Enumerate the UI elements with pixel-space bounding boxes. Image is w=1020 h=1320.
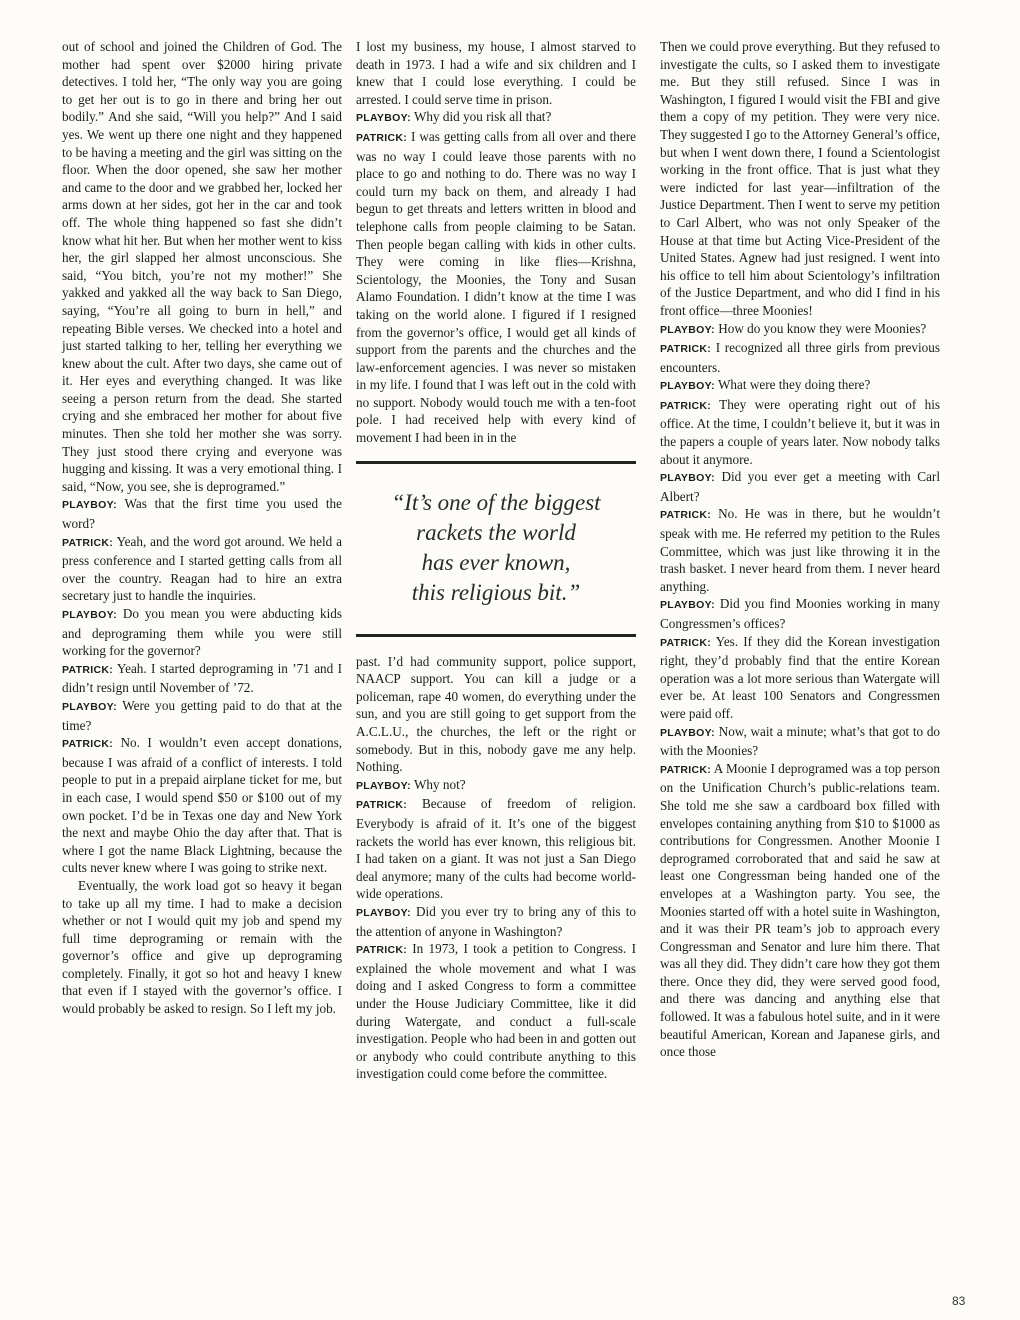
interview-paragraph [62, 533, 342, 605]
paragraph-text: Were you getting paid to do that at the time? [62, 697, 343, 733]
body-paragraph [660, 38, 940, 320]
speaker-label: PLAYBOY: [356, 112, 411, 125]
paragraph-text: I lost my business, my house, I almost starved to death in 1973. I had a wife and six children and I knew that I could lose everything. I could be arrested. I could serve time in prison. [356, 39, 636, 107]
interview-paragraph [356, 128, 636, 447]
interview-paragraph [660, 505, 940, 595]
interview-paragraph [660, 595, 940, 632]
pull-quote [356, 461, 636, 637]
paragraph-text: Do you mean you were abducting kids and deprograming them while you were still working for the governor? [62, 606, 342, 659]
interview-paragraph [660, 339, 940, 376]
body-paragraph [62, 877, 342, 1018]
interview-paragraph [62, 495, 342, 532]
pull-quote-line: has ever known, [421, 549, 571, 575]
speaker-label: PLAYBOY: [660, 726, 715, 739]
speaker-label: PLAYBOY: [660, 323, 715, 336]
paragraph-text: Because of freedom of religion. Everybody is afraid of it. It’s one of the biggest rackets the world has ever known, this religious bit. I had taken on a giant. It was not just a San Diego deal anymore; many of the cults had become world-wide operations. [356, 796, 637, 902]
page-number: 83 [952, 1294, 966, 1308]
paragraph-text: A Moonie I deprogramed was a top person on the Unification Church’s public-relations team. She told me she saw a cardboard box filled with envelopes containing anything from $10 to $1000 as contributions for Congressmen. Another Moonie I deprogramed corroborated that and said he saw at least one Congressman being handed one of the envelopes at a Washington party. You see, the Moonies started off with a hotel suite in Washington, and it was their PR team’s job to approach every Congressman and Senator and lure him there. That was all they did. They didn’t care how they got them there. Once they did, they were served good food, and there was dancing and anything else that followed. It was a fabulous hotel suite, and in it were beautiful American, Korean and Japanese girls, and once those [660, 760, 940, 1060]
interview-paragraph [356, 940, 636, 1083]
speaker-label: PATRICK: [660, 763, 712, 776]
paragraph-text: They were operating right out of his office. At the time, I couldn’t believe it, but it was in the papers a couple of years later. Now nobody talks about it anymore. [660, 396, 941, 467]
paragraph-text: Did you find Moonies working in many Congressmen’s offices? [660, 596, 940, 631]
pull-quote-line: rackets the world [416, 519, 576, 545]
interview-paragraph [62, 605, 342, 660]
paragraph-text: Did you ever get a meeting with Carl Albert? [660, 469, 940, 504]
interview-paragraph [660, 396, 940, 468]
paragraph-text: Then we could prove everything. But they refused to investigate the cults, so I asked them to investigate me. But they still refused. Since I was in Washington, I figured I would visit the FBI and give them a copy of my petition. They were very nice. They suggested I go to the Attorney General’s office, but when I went down there, I found a Scientologist working in the front office. That is just what they were indicted for last year—infiltration of the Justice Department. Then I went to serve my petition to Carl Albert, who was not only Speaker of the House at that time but Acting Vice-President of the United States. Agnew had just resigned. I went into his office to tell him about Scientology’s infiltration of the Justice Department, and who did I find in his front office—three Moonies! [660, 39, 940, 318]
paragraph-text: What were they doing there? [717, 377, 871, 393]
speaker-label: PLAYBOY: [356, 906, 411, 919]
column-2 [356, 38, 636, 1083]
column-1 [62, 38, 342, 1018]
pull-quote-line: “It’s one of the biggest [391, 489, 601, 515]
interview-paragraph [660, 723, 940, 760]
body-paragraph [62, 38, 342, 495]
paragraph-text: Yeah. I started deprograming in ’71 and I didn’t resign until November of ’72. [62, 660, 342, 696]
paragraph-text: In 1973, I took a petition to Congress. I explained the whole movement and what I was doing and I asked Congress to form a committee under the House Judiciary Committee, like it did during Watergate, and conduct a full-scale investigation. People who had been in and gotten out or anybody who could contribute anything to this investigation could come before the committee. [356, 941, 637, 1082]
speaker-label: PLAYBOY: [660, 599, 715, 612]
speaker-label: PATRICK: [62, 738, 114, 751]
speaker-label: PATRICK: [356, 131, 408, 144]
paragraph-text: How do you know they were Moonies? [718, 320, 927, 336]
column-2-bottom [356, 653, 636, 1083]
interview-paragraph [660, 633, 940, 723]
speaker-label: PATRICK: [356, 799, 408, 812]
paragraph-text: Yes. If they did the Korean investigation right, they’d probably find that the entire Korean operation was a lot more serious than Watergate will ever be. At least 100 Senators and Congressmen were paid off. [660, 633, 941, 721]
interview-paragraph [62, 734, 342, 877]
column-3 [660, 38, 940, 1061]
paragraph-text: Why did you risk all that? [413, 109, 552, 125]
speaker-label: PLAYBOY: [660, 472, 715, 485]
paragraph-text: No. I wouldn’t even accept donations, because I was afraid of a conflict of interests. I told people to put in a prepaid airplane ticket for me, but in each case, I would spend $50 or $100 out of my own pocket. I’d be in Texas one day and New York the next and maybe Ohio the day after that. That is where I got the name Black Lightning, because the cults never knew where I was going to strike next. [62, 735, 342, 876]
speaker-label: PLAYBOY: [62, 700, 117, 713]
paragraph-text: Yeah, and the word got around. We held a press conference and I started getting calls from all over the country. Reagan had to hire an extra secretary just to handle the inquiries. [62, 533, 343, 604]
paragraph-text: I recognized all three girls from previous encounters. [660, 340, 940, 375]
speaker-label: PATRICK: [660, 343, 712, 356]
paragraph-text: Eventually, the work load got so heavy it began to take up all my time. I had to make a decision whether or not I would quit my job and spend my full time deprograming or remain with the governor’s office and give up deprograming completely. Finally, it got so hot and heavy I knew that even if I stayed with the governor’s office. I would probably be asked to resign. So I left my job. [62, 877, 342, 1017]
paragraph-text: Now, wait a minute; what’s that got to do with the Moonies? [660, 723, 941, 759]
interview-paragraph [356, 903, 636, 940]
interview-paragraph [356, 795, 636, 903]
interview-paragraph [356, 108, 636, 128]
speaker-label: PLAYBOY: [660, 380, 715, 393]
speaker-label: PLAYBOY: [62, 499, 117, 512]
interview-paragraph [660, 468, 940, 505]
speaker-label: PLAYBOY: [356, 779, 411, 792]
paragraph-text: past. I’d had community support, police support, NAACP support. You can kill a judge or a policeman, rape 40 women, do everything under the sun, and you are still going to get support from the A.C.L.U., the churches, the left or the right or somebody. But in this, nobody gave me any help. Nothing. [356, 653, 636, 775]
paragraph-text: out of school and joined the Children of God. The mother had spent over $2000 hiring private detectives. I told her, “The only way you are going to get her out is to go in there and bring her out bodily.” And she said, “Will you help?” And I said yes. We went up there one night and they happened to be having a meeting and the girl was sitting on the floor. When the door opened, she saw her mother and came to the door and we grabbed her, locked her arms down at her sides, got her in the car and took off. The whole thing happened so fast she didn’t know what hit her. But when her mother went to kiss her, the girl slapped her almost unconscious. She said, “You bitch, you’re not my mother!” She yakked and yakked all the way back to San Diego, saying, “You’re all going to burn in hell,” and repeating Bible verses. We checked into a hotel and just started talking to her, telling her everything we knew about the cult. After two days, she came out of it. Her eyes and everything changed. It was like seeing a person return from the dead. She started crying and she embraced her mother for about five minutes. Then she told her mother she was sorry. They just stood there crying and everyone was hugging and kissing. It was a very emotional thing. I said, “Now, you see, she is deprogramed.” [62, 39, 342, 494]
pull-quote-line: this religious bit.” [411, 579, 581, 605]
interview-paragraph [62, 660, 342, 697]
paragraph-text: Why not? [413, 776, 466, 792]
interview-paragraph [356, 776, 636, 796]
body-paragraph [356, 38, 636, 108]
speaker-label: PATRICK: [62, 663, 114, 676]
interview-paragraph [660, 376, 940, 396]
speaker-label: PLAYBOY: [62, 609, 117, 621]
speaker-label: PATRICK: [356, 944, 408, 957]
paragraph-text: Was that the first time you used the word? [62, 496, 343, 532]
speaker-label: PATRICK: [62, 536, 114, 549]
body-paragraph [356, 653, 636, 776]
paragraph-text: Did you ever try to bring any of this to the attention of anyone in Washington? [356, 903, 636, 939]
speaker-label: PATRICK: [660, 636, 712, 649]
paragraph-text: No. He was in there, but he wouldn’t speak with me. He referred my petition to the Rules Committee, which was just like throwing it in the trash basket. I never heard from them. I never heard anything. [660, 506, 941, 594]
column-2-top [356, 38, 636, 447]
interview-paragraph [660, 760, 940, 1061]
paragraph-text: I was getting calls from all over and there was no way I could leave those parents with no place to go and nothing to do. There was no way I could turn my back on them, and already I had begun to get threats and letters written in blood and telephone calls from people claiming to be Satan. Then people began calling with kids in other cults. They were coming in like flies—Krishna, Scientology, the Moonies, the Tony and Susan Alamo Foundation. I didn’t know at the time I was taking on the world alone. I figured if I resigned from the governor’s office, I would get all kinds of support from the parents and the churches and the law-enforcement agencies. I was never so mistaken in my life. I found that I was left out in the cold with no support. Nobody would touch me with a ten-foot pole. I had received help with every kind of movement I had been in in the [356, 128, 637, 446]
interview-paragraph [62, 697, 342, 734]
speaker-label: PATRICK: [660, 399, 712, 412]
interview-paragraph [660, 320, 940, 340]
speaker-label: PATRICK: [660, 509, 712, 522]
